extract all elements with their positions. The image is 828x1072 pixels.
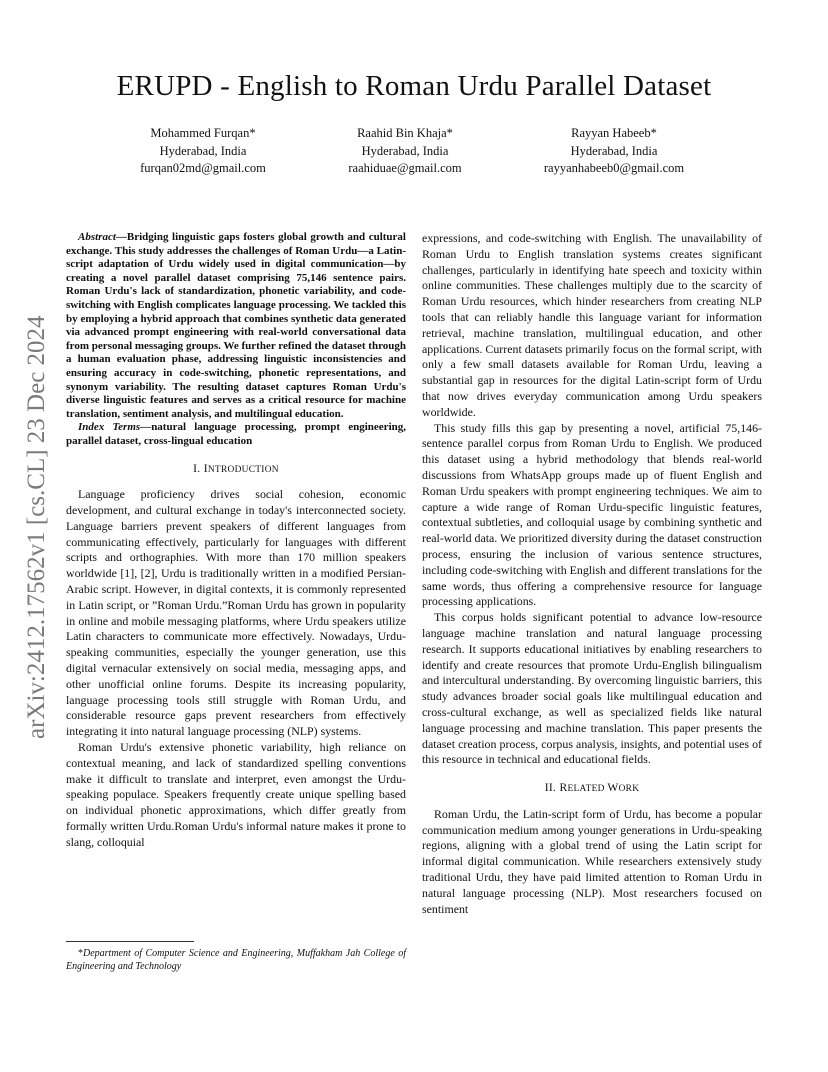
abstract-text: —Bridging linguistic gaps fosters global growth and cultural exchange. This study addresses the challenges of Roman Urdu—a Latin-script adaptation of Urdu widely used in digital communication—by creating a novel parallel dataset comprising 75,146 sentence pairs. Roman Urdu's lack of standardization, phonetic variability, and code-switching with English complicates language processing. We tackled this by employing a hybrid approach that combines synthetic data generated via advanced prompt engineering with real-world conversational data from personal messaging groups. We further refined the dataset through a human evaluation phase, addressing linguistic inconsistencies and ensuring accuracy in code-switching, phonetic representations, and synonym variability. The resulting dataset captures Roman Urdu's diverse linguistic features and serves as a critical resource for machine translation, sentiment analysis, and multilingual education.: [66, 231, 406, 420]
section-number: I.: [193, 461, 201, 475]
index-terms-label: Index Terms: [78, 421, 141, 434]
author-name: Rayyan Habeeb*: [571, 126, 657, 140]
footnote-divider: [66, 941, 194, 942]
author-location: Hyderabad, India: [361, 143, 449, 158]
section-heading-introduction: [66, 461, 406, 479]
footnote-marker: *: [78, 948, 83, 959]
section-title-rest: NTRODUCTION: [207, 464, 279, 475]
author-name: Mohammed Furqan*: [150, 126, 256, 140]
section-heading-related-work: [422, 780, 762, 798]
author-email: raahiduae@gmail.com: [348, 161, 462, 175]
author-name: Raahid Bin Khaja*: [357, 126, 453, 140]
author-location: Hyderabad, India: [159, 143, 247, 158]
section-title-rest: ORK: [618, 784, 640, 795]
body-paragraph: Language proficiency drives social cohesion, economic development, and cultural exchange in today's interconnected society. Language barriers prevent speakers of different languages from communicating effectively, particularly for languages with different scripts and orthographies. With more than 170 million speakers worldwide [1], [2], Urdu is traditionally written in a modified Persian-Arabic script. However, in digital contexts, it is commonly represented in Latin script, or ”Roman Urdu.”Roman Urdu has grown in popularity in online and mobile messaging platforms, where Urdu speakers utilize Latin characters to communicate more effectively. Nowadays, Urdu-speaking communities, especially the younger generation, use this digital vernacular extensively on social media, messaging apps, and other unofficial online forums. Despite its increasing popularity, language processing tools still struggle with Roman Urdu, and considerable resource gaps prevent researchers from effectively integrating it into natural language processing (NLP) systems.: [66, 487, 406, 739]
author-location: Hyderabad, India: [570, 143, 658, 158]
author-email: rayyanhabeeb0@gmail.com: [543, 161, 685, 175]
body-paragraph: expressions, and code-switching with English. The unavailability of Roman Urdu to English translation systems creates significant challenges, particularly in identifying hate speech and toxicity within online communities. These challenges multiply due to the scarcity of Roman Urdu resources, which hinder researchers from creating NLP tools that can reliably handle this language variant for information retrieval, machine translation, multilingual education, and other applications. Current datasets primarily focus on the formal script, with only a few small datasets available for Roman Urdu, leaving a substantial gap in resources for the digital Latin-script form of Urdu that now drives everyday communication among Urdu speakers worldwide.: [422, 231, 762, 419]
author-email: furqan02md@gmail.com: [140, 161, 266, 175]
author-block: [88, 125, 318, 178]
section-title-rest: ELATED: [567, 784, 608, 795]
index-terms: [66, 421, 406, 448]
right-column: [422, 231, 762, 917]
index-terms-text: —natural language processing, prompt engineering, parallel dataset, cross-lingual education: [66, 421, 406, 447]
body-paragraph: This study fills this gap by presenting a novel, artificial 75,146-sentence parallel corpus from Roman Urdu to English. We produced this dataset using a hybrid methodology that blends real-world discussions from WhatsApp groups made up of fluent English and Roman Urdu speakers with prompt engineering techniques. We aim to capture a wide range of Roman Urdu-specific linguistic features, contextual subtleties, and colloquial usage by combining synthetic and real-world data. We prioritized diversity during the dataset construction process, ensuring the inclusion of various sentence structures, including code-switching with English and different translations for the same words, thus offering a comprehensive resource for language processing applications.: [422, 420, 762, 609]
author-block: [290, 125, 520, 178]
footnote: [66, 947, 406, 973]
body-paragraph: Roman Urdu, the Latin-script form of Urdu, has become a popular communication medium among younger generations in Urdu-speaking regions, aligning with a global trend of using the Latin script for informal digital communication. While researchers extensively study traditional Urdu, they have paid limited attention to Roman Urdu in natural language processing (NLP). Most researchers focused on sentiment: [422, 806, 762, 916]
body-paragraph: Roman Urdu's extensive phonetic variability, high reliance on contextual meaning, and lack of standardized spelling conventions make it difficult to translate and interpret, even amongst the Urdu-speaking populace. Speakers frequently create unique spelling based on individual phonetic approximations, which differ greatly from formally written Urdu.Roman Urdu's informal nature makes it prone to slang, colloquial: [66, 740, 406, 849]
body-paragraph: This corpus holds significant potential to advance low-resource language machine translation and natural language processing research. It supports educational initiatives by enabling researchers to identify and create resources that promote Urdu-English bilingualism and intercultural understanding. By overcoming linguistic barriers, this study advances broader social goals like multilingual education and cross-cultural exchange, as well as specialized fields like natural language processing and machine translation. This paper presents the dataset creation process, corpus analysis, insights, and potential uses of this resource in technical and educational fields.: [422, 610, 762, 767]
arxiv-identifier: arXiv:2412.17562v1 [cs.CL] 23 Dec 2024: [23, 315, 50, 739]
section-number: II.: [544, 781, 557, 795]
page-title: ERUPD - English to Roman Urdu Parallel Dataset: [116, 70, 712, 102]
section-title-initial: W: [607, 781, 619, 795]
left-column: [66, 231, 406, 851]
abstract: [66, 231, 406, 421]
abstract-label: Abstract: [78, 231, 116, 243]
footnote-text: Department of Computer Science and Engineering, Muffakham Jah College of Engineering and Technology: [66, 948, 406, 972]
section-title-initial: R: [559, 781, 568, 795]
section-title-initial: I: [203, 461, 208, 475]
author-block: [499, 125, 729, 178]
